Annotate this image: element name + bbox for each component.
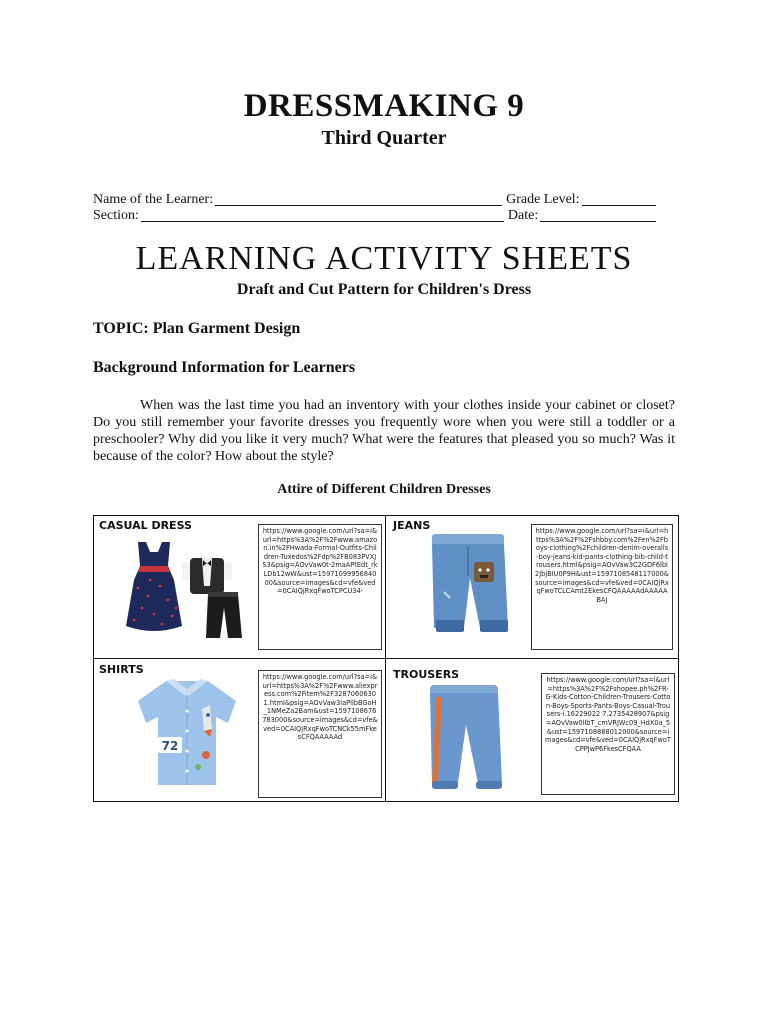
category-label: JEANS xyxy=(393,519,431,532)
jeans-image xyxy=(424,532,520,640)
attire-table xyxy=(93,515,679,802)
grade-level-blank[interactable] xyxy=(582,194,656,206)
shirt-image xyxy=(132,675,242,793)
category-label: SHIRTS xyxy=(99,663,144,676)
learner-name-blank[interactable] xyxy=(215,194,502,206)
section-blank[interactable] xyxy=(141,210,504,222)
topic-heading: TOPIC: Plan Garment Design xyxy=(93,320,301,337)
sheet-title: LEARNING ACTIVITY SHEETS xyxy=(135,240,633,277)
casual-dress-image xyxy=(124,536,254,646)
attire-cell-casual-dress xyxy=(94,516,386,659)
source-url-box: https://www.google.com/url?sa=i&url=https%3A%2F%2Fshbby.com%2Fen%2Fboys-clothing%2Fchildren-denim-overalls-boy-jeans-kid-pants-clothing-bib-child-trousers.html&psig=AOvVaw3C2GDF6lbl2JbjBIU0P9H&ust=1597108548117000&source=images&cd=vfe&ved=0CAIQjRxqFwoTCLCAmt2EkesCFQAAAAAdAAAAABAJ xyxy=(531,524,673,650)
source-url-box: https://www.google.com/url?sa=i&url=https%3A%2F%2Fwww.aliexpress.com%2Fitem%2F32870606301.html&psig=AOvVaw3iaPllbBGoH_1NMeZa2Bam&ust=1597108676783000&source=images&cd=vfe&ved=0CAIQjRxqFwoTCNCk55mFkesCFQAAAAAd xyxy=(258,670,382,798)
learner-fields-row xyxy=(93,191,675,208)
attire-cell-jeans xyxy=(385,516,679,659)
attire-cell-shirts xyxy=(94,658,386,802)
svg-text:72: 72 xyxy=(161,739,179,753)
section-label: Section: xyxy=(93,208,139,223)
sheet-subtitle: Draft and Cut Pattern for Children's Dress xyxy=(236,281,532,298)
document-subtitle: Third Quarter xyxy=(321,127,447,149)
section-fields-row xyxy=(93,207,675,224)
category-label: TROUSERS xyxy=(393,668,460,681)
background-paragraph: When was the last time you had an inventory with your clothes inside your cabinet or closet? Do you still remember your favorite dresses you frequently wore when you were still a toddler or a preschooler? Why did you like it very much? What were the features that pleased you so much? Was it because of the color? How about the style? xyxy=(93,398,675,464)
source-url-box: https://www.google.com/url?sa=i&url=https%3A%2F%2Fwww.amazon.in%2FHwada-Formal-Outfits-Children-Tuxedos%2Fdp%2FB083PVXJS3&psig=AOvVaw0t-2maAPtEdt_rkLDb12wW&ust=1597109995684000&source=images&cd=vfe&ved=0CAIQjRxqFwoTCPCU34- xyxy=(258,524,382,650)
learner-name-label: Name of the Learner: xyxy=(93,192,214,207)
source-url-box: https://www.google.com/url?sa=i&url=https%3A%2F%2Fshopee.ph%2FR-G-Kids-Cotton-Children-Trousers-Cotton-Boys-Sports-Pants-Boys-Casual-Trousers-i.16229022 7.2735428907&psig=AOvVaw0lIbT_cmVRJWc09_HdX0a_5&ust=1597108888012000&source=images&cd=vfe&ved=0CAIQjRxqFwoTCPPJwP6FkesCFQAA xyxy=(541,673,675,795)
date-blank[interactable] xyxy=(540,210,656,222)
trousers-image xyxy=(416,683,516,799)
category-label: CASUAL DRESS xyxy=(99,519,192,532)
grade-level-label: Grade Level: xyxy=(506,192,580,207)
date-label: Date: xyxy=(507,208,539,223)
table-title: Attire of Different Children Dresses xyxy=(277,482,491,497)
attire-cell-trousers xyxy=(385,658,679,802)
section-heading: Background Information for Learners xyxy=(93,359,356,376)
document-title: DRESSMAKING 9 xyxy=(243,88,525,124)
